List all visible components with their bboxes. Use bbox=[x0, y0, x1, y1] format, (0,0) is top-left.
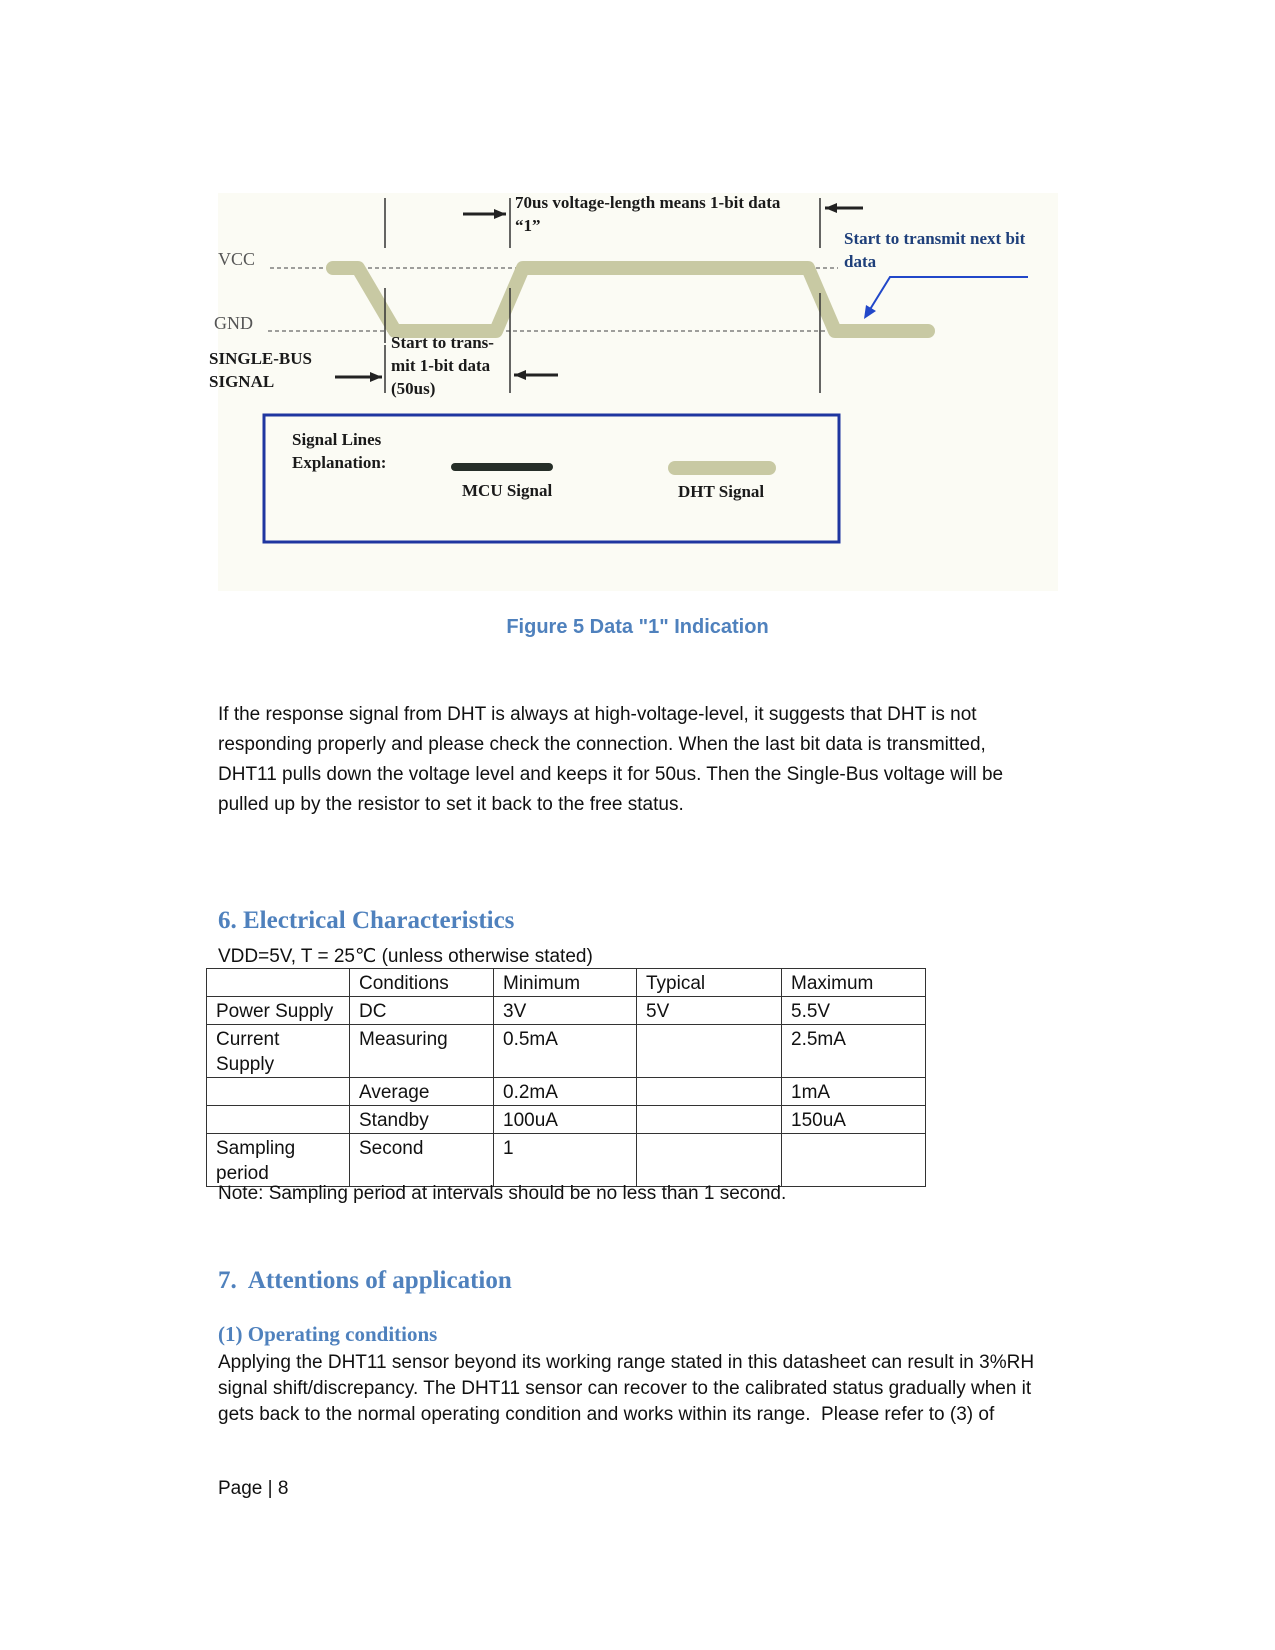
next-bit-label: Start to transmit next bit data bbox=[844, 229, 1026, 271]
table-cell: 100uA bbox=[494, 1106, 637, 1134]
table-cell: Power Supply bbox=[207, 997, 350, 1025]
table-cell: Average bbox=[350, 1078, 494, 1106]
table-header-cell: Maximum bbox=[782, 969, 926, 997]
gnd-label: GND bbox=[214, 313, 253, 333]
table-cell bbox=[637, 1134, 782, 1187]
table-cell: 1 bbox=[494, 1134, 637, 1187]
operating-conditions-paragraph: Applying the DHT11 sensor beyond its working range stated in this datasheet can result in 3%RH signal shift/discrepancy. The DHT11 sensor can recover to the calibrated status gradually when it gets back to the normal operating condition and works within its range. Please refer to (3) of bbox=[218, 1352, 1040, 1425]
table-cell: DC bbox=[350, 997, 494, 1025]
table-cell: 1mA bbox=[782, 1078, 926, 1106]
electrical-characteristics-table bbox=[206, 968, 926, 1187]
table-header-cell: Typical bbox=[637, 969, 782, 997]
table-header-cell bbox=[207, 969, 350, 997]
dht-signal-swatch bbox=[668, 461, 776, 475]
table-cell: 150uA bbox=[782, 1106, 926, 1134]
table-row bbox=[207, 1025, 926, 1078]
table-header-cell: Conditions bbox=[350, 969, 494, 997]
next-bit-arrow bbox=[869, 277, 1028, 311]
table-row bbox=[207, 1134, 926, 1187]
table-row bbox=[207, 997, 926, 1025]
dht-signal-waveform bbox=[333, 268, 928, 331]
table-header-row bbox=[207, 969, 926, 997]
table-row bbox=[207, 1106, 926, 1134]
table-cell: Standby bbox=[350, 1106, 494, 1134]
table-cell: 5.5V bbox=[782, 997, 926, 1025]
section-7-title: 7. Attentions of application bbox=[218, 1267, 512, 1294]
operating-conditions-heading: (1) Operating conditions bbox=[218, 1322, 438, 1346]
mcu-signal-label: MCU Signal bbox=[462, 481, 553, 500]
mcu-signal-swatch bbox=[451, 463, 553, 471]
figure-caption: Figure 5 Data "1" Indication bbox=[506, 616, 769, 638]
page-footer: Page | 8 bbox=[218, 1478, 289, 1499]
top-label: 70us voltage-length means 1-bit data “1” bbox=[515, 193, 781, 235]
table-cell: 3V bbox=[494, 997, 637, 1025]
table-cell bbox=[637, 1106, 782, 1134]
legend-title: Signal Lines Explanation: bbox=[292, 430, 387, 472]
table-cell bbox=[207, 1078, 350, 1106]
section-6-title: 6. Electrical Characteristics bbox=[218, 907, 515, 934]
table-cell: 2.5mA bbox=[782, 1025, 926, 1078]
table-cell bbox=[637, 1078, 782, 1106]
table-row bbox=[207, 1078, 926, 1106]
table-cell: 5V bbox=[637, 997, 782, 1025]
start-bit-label: Start to trans- mit 1-bit data (50us) bbox=[391, 333, 494, 398]
single-bus-label: SINGLE-BUS SIGNAL bbox=[209, 349, 312, 391]
table-cell bbox=[207, 1106, 350, 1134]
table-cell: Measuring bbox=[350, 1025, 494, 1078]
vcc-label: VCC bbox=[218, 249, 256, 269]
section-6-subtitle: VDD=5V, T = 25℃ (unless otherwise stated) bbox=[218, 946, 593, 967]
table-cell: 0.5mA bbox=[494, 1025, 637, 1078]
sampling-note: Note: Sampling period at intervals should be no less than 1 second. bbox=[218, 1183, 787, 1204]
table-cell bbox=[782, 1134, 926, 1187]
dht-signal-label: DHT Signal bbox=[678, 482, 765, 501]
table-cell: Current Supply bbox=[207, 1025, 350, 1078]
table-header-cell: Minimum bbox=[494, 969, 637, 997]
table-cell bbox=[637, 1025, 782, 1078]
table-cell: 0.2mA bbox=[494, 1078, 637, 1106]
timing-diagram bbox=[209, 193, 1058, 591]
table-cell: Second bbox=[350, 1134, 494, 1187]
paragraph-response-signal: If the response signal from DHT is always at high-voltage-level, it suggests that DHT is not responding properly and please check the connection. When the last bit data is transmitted, DHT11 pulls down the voltage level and keeps it for 50us. Then the Single-Bus voltage will be pulled up by the resistor to set it back to the free status. bbox=[218, 704, 1004, 815]
table-cell: Sampling period bbox=[207, 1134, 350, 1187]
